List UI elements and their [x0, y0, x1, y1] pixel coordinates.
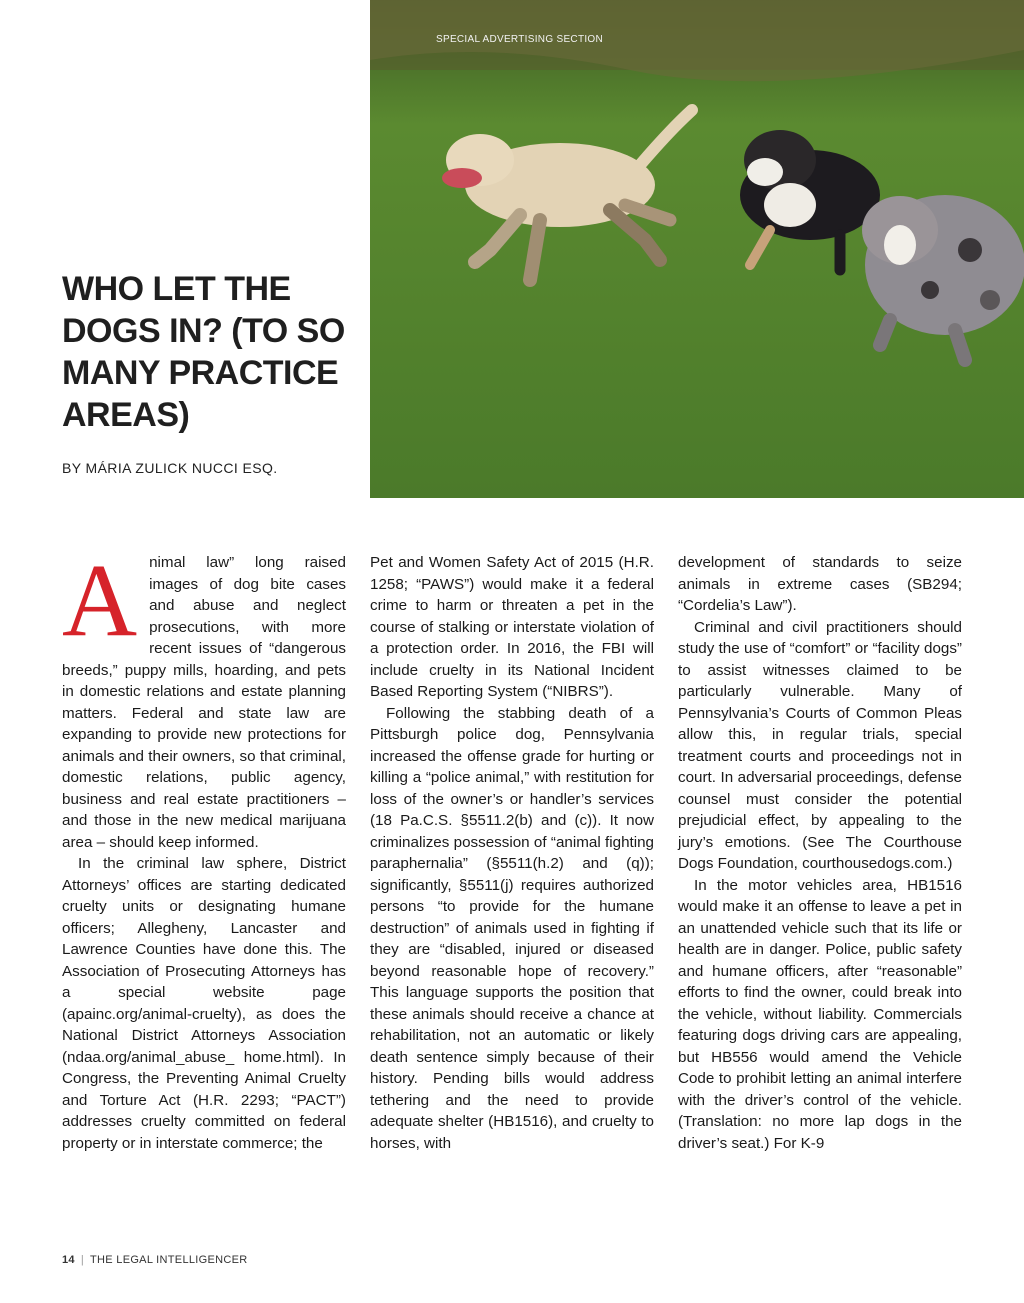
footer-separator: | [80, 1254, 85, 1266]
paragraph: Pet and Women Safety Act of 2015 (H.R. 1258; “PAWS”) would make it a federal crime to harm or threaten a pet in the course of stalking or interstate violation of a protection order. In 2016, the FBI will include cruelty in its National Incident Based Reporting System (“NIBRS”). [370, 554, 654, 700]
paragraph: In the criminal law sphere, District Attorneys’ offices are starting dedicated cruelty units or designating humane officers; Allegheny, Lancaster and Lawrence Counties have done this. The Association of Prosecuting Attorneys has a special website page (apainc.org/animal-cruelty), as does the National District Attorneys Association (ndaa.org/animal_abuse_ home.html). In Congress, the Preventing Animal Cruelty and Torture Act (H.R. 2293; “PACT”) addresses cruelty committed on federal property or in interstate commerce; the [62, 855, 346, 1152]
paragraph: nimal law” long raised images of dog bite cases and abuse and neglect prosecutions, with more recent issues of “dangerous breeds,” puppy mills, hoarding, and pets in domestic relations and estate planning matters. Federal and state law are expanding to provide new protections for animals and their owners, so that criminal, domestic relations, public agency, business and real estate practitioners – and those in the new medical marijuana area – should keep informed. [62, 554, 346, 851]
dogs-photo [370, 0, 1024, 498]
paragraph: In the motor vehicles area, HB1516 would make it an offense to leave a pet in an unattended vehicle such that its life or health are in danger. Police, public safety and humane officers, after “reasonable” efforts to find the owner, could break into the vehicle, without liability. Commercials featuring dogs driving cars are appealing, but HB556 would amend the Vehicle Code to prohibit letting an animal interfere with the driver’s control of the vehicle. (Translation: no more lap dogs in the driver’s seat.) For K-9 [678, 876, 962, 1152]
paragraph: Following the stabbing death of a Pittsburgh police dog, Pennsylvania increased the offense grade for hurting or killing a “police animal,” with restitution for loss of the owner’s or handler’s services (18 Pa.C.S. §5511.2(b) and (c)). It now criminalizes possession of “animal fighting paraphernalia” (§5511(h.2) and (q)); significantly, §5511(j) requires authorized persons “to provide for the humane destruction” of animals used in fighting if they are “disabled, injured or diseased beyond reasonable hope of recovery.” This language supports the position that these animals should receive a chance at rehabilitation, not an automatic or likely death sentence simply because of their history. Pending bills would address tethering and the need to provide adequate shelter (HB1516), and cruelty to horses, with [370, 704, 654, 1152]
paragraph: development of standards to seize animals in extreme cases (SB294; “Cordelia’s Law”). [678, 554, 962, 614]
title-line: WHO LET THE [62, 270, 291, 308]
title-line: AREAS) [62, 396, 190, 434]
column-3 [678, 552, 962, 1154]
column-1 [62, 543, 346, 1154]
page-number: 14 [62, 1254, 75, 1266]
title-line: DOGS IN? (TO SO [62, 312, 345, 350]
paragraph: Criminal and civil practitioners should study the use of “comfort” or “facility dogs” to assist witnesses claimed to be particularly vulnerable. Many of Pennsylvania’s Courts of Common Pleas allow this, in regular trials, special treatment courts and proceedings not in court. In adversarial proceedings, defense counsel must consider the potential prejudicial effect, by appealing to the jury’s emotions. (See The Courthouse Dogs Foundation, courthousedogs.com.) [678, 618, 962, 872]
article-title [62, 268, 352, 436]
section-label: SPECIAL ADVERTISING SECTION [436, 34, 604, 45]
page-footer [62, 1254, 248, 1266]
byline: BY MÁRIA ZULICK NUCCI ESQ. [62, 460, 278, 476]
publication-name: THE LEGAL INTELLIGENCER [90, 1254, 248, 1266]
column-2 [370, 552, 654, 1154]
drop-cap: A [62, 543, 138, 658]
title-line: MANY PRACTICE [62, 354, 339, 392]
